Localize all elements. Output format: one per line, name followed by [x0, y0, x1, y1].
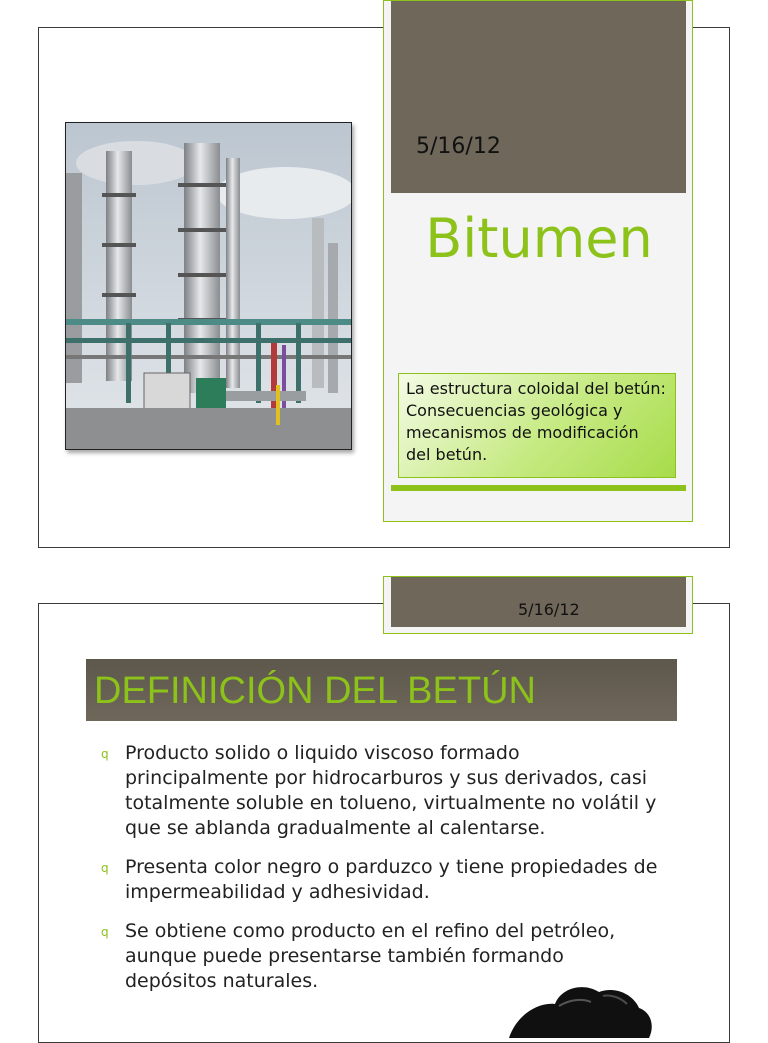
slide-heading: DEFINICIÓN DEL BETÚN	[94, 670, 536, 712]
list-item	[101, 855, 661, 905]
title-panel	[383, 0, 693, 522]
slide-2	[38, 600, 730, 1043]
slide-date: 5/16/12	[518, 600, 580, 619]
bullet-text: Producto solido o liquido viscoso formado principalmente por hidrocarburos y sus derivados, casi totalmente soluble en tolueno, virtualmente no volátil y que se ablanda gradualmente al calentarse.	[125, 742, 657, 839]
accent-line	[391, 485, 686, 491]
bullet-text: Se obtiene como producto en el refino del petróleo, aunque puede presentarse también formando depósitos naturales.	[125, 920, 616, 992]
bullet-marker-icon: q	[101, 861, 109, 875]
bullet-text: Presenta color negro o parduzco y tiene propiedades de impermeabilidad y adhesividad.	[125, 856, 658, 903]
subtitle-box	[398, 373, 676, 478]
slide-1	[38, 27, 730, 548]
bitumen-blob-image	[499, 980, 659, 1040]
header-band	[391, 1, 686, 193]
bullet-list	[101, 741, 661, 1008]
slide-title: Bitumen	[425, 207, 653, 270]
slide-date: 5/16/12	[416, 134, 501, 159]
subtitle-text: La estructura coloidal del betún: Consecuencias geológica y mecanismos de modificación del betún.	[406, 379, 666, 464]
heading-bar	[86, 659, 677, 721]
bullet-marker-icon: q	[101, 747, 109, 761]
refinery-photo	[65, 122, 352, 450]
list-item	[101, 741, 661, 841]
bullet-marker-icon: q	[101, 925, 109, 939]
header-panel	[383, 576, 693, 634]
